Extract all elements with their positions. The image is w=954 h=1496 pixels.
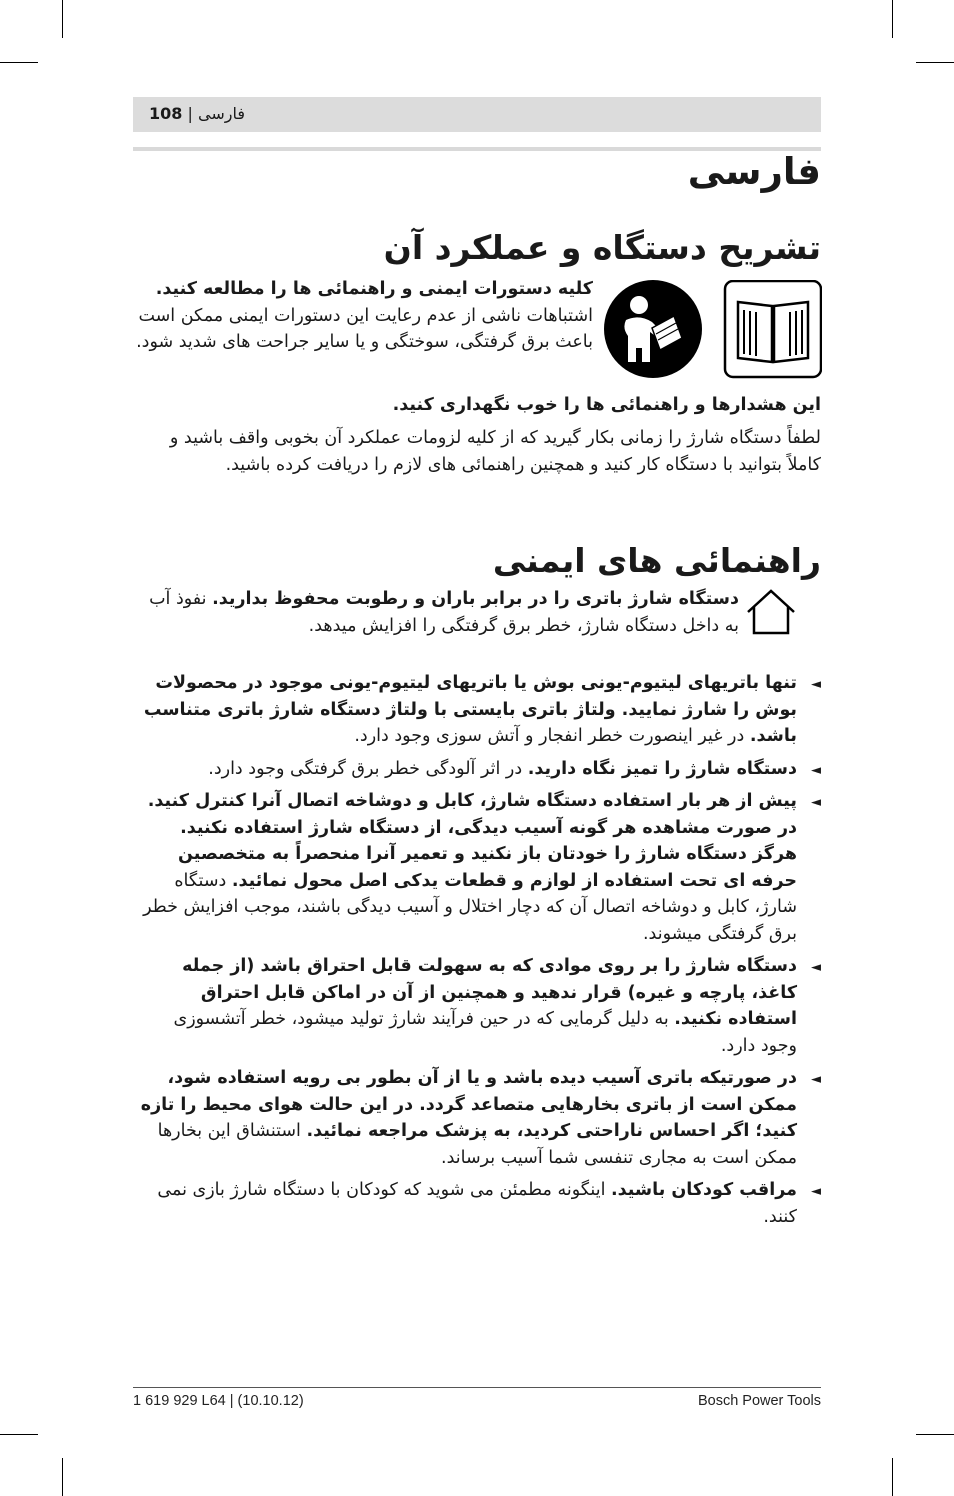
indoor-use-house-icon	[745, 588, 797, 636]
crop-mark	[916, 1434, 954, 1435]
list-item	[133, 670, 821, 750]
bullet-arrow-icon: ◄	[811, 762, 821, 778]
bullet-bold: دستگاه شارژ را تمیز نگاه دارید.	[527, 758, 797, 779]
manual-book-icon	[725, 281, 821, 377]
house-paragraph	[133, 586, 739, 639]
house-text: نفوذ آب به داخل دستگاه شارژ، خطر برق گرفتگی را افزایش میدهد.	[149, 589, 739, 636]
section-heading-safety: راهنمائی های ایمنی	[492, 541, 821, 580]
safety-icons	[604, 280, 822, 384]
bullet-arrow-icon: ◄	[811, 1184, 821, 1199]
bullet-text: به دلیل گرمایی که در حین فرآیند شارژ تولید میشود، خطر آتشسوزی وجود دارد.	[173, 1009, 797, 1056]
page-header	[149, 104, 245, 123]
bullet-text: اینگونه مطمئن می شوید که کودکان با دستگاه شارژ بازی نمی کنند.	[157, 1180, 797, 1227]
crop-mark	[0, 1434, 38, 1435]
safety-bullet-list	[133, 670, 821, 1236]
bullet-text: استنشاق این بخارها ممکن است به مجاری تنفسی شما آسیب برساند.	[157, 1121, 797, 1168]
house-bold: دستگاه شارژ باتری را در برابر باران و رطوبت محفوظ بدارید.	[212, 589, 739, 609]
crop-mark	[892, 1458, 893, 1496]
bullet-bold: پیش از هر بار استفاده دستگاه شارژ، کابل و دوشاخه اتصال آنرا کنترل کنید. در صورت مشاهده هر گونه آسیب دیدگی، از دستگاه شارژ استفاده نکنید. هرگز دستگاه شارژ را خودتان باز نکنید و تعمیر آنرا منحصراً به متخصصین حرفه ای تحت استفاده از لوازم و قطعات یدکی اصل محول نمائید.	[147, 791, 797, 891]
page-title: فارسی	[687, 150, 821, 193]
read-manual-person-icon	[604, 280, 702, 378]
crop-mark	[892, 0, 893, 38]
section-heading-description: تشریح دستگاه و عملکرد آن	[383, 228, 821, 267]
crop-mark	[62, 0, 63, 38]
crop-mark	[916, 62, 954, 63]
bullet-bold: در صورتیکه باتری آسیب دیده باشد و یا از آن بطور بی رویه استفاده شود، ممکن است از باتری بخارهایی متصاعد گردد. در این حالت هوای محیط را تازه کنید؛ اگر احساس ناراحتی کردید، به پزشک مراجعه نمائید.	[140, 1068, 797, 1141]
bullet-bold: مراقب کودکان باشید.	[611, 1180, 797, 1200]
keep-instructions	[133, 392, 821, 419]
usage-paragraph: لطفاً دستگاه شارژ را زمانی بکار گیرید که از کلیه لزومات عملکرد آن بخوبی واقف باشید و کاملاً بتوانید با دستگاه کار کنید و همچنین راهنمائی های لازم را دریافت کرده باشید.	[169, 428, 821, 475]
crop-mark	[0, 62, 38, 63]
header-separator: |	[187, 104, 193, 123]
bullet-text: دستگاه شارژ، کابل و دوشاخه اتصال آن که دچار اختلال و آسیب دیدگی باشند، موجب افزایش خطر برق گرفتگی میشوند.	[143, 870, 797, 944]
list-item	[133, 788, 821, 947]
header-language: فارسی	[197, 104, 245, 123]
bullet-arrow-icon: ◄	[811, 795, 821, 810]
list-item	[133, 1065, 821, 1171]
list-item	[133, 1177, 821, 1230]
page-footer	[133, 1387, 821, 1409]
bullet-text: در غیر اینصورت خطر انفجار و آتش سوزی وجود دارد.	[354, 726, 745, 746]
intro-paragraph	[133, 276, 593, 356]
page-number: 108	[149, 104, 183, 123]
bullet-arrow-icon: ◄	[811, 1072, 821, 1087]
bullet-bold: دستگاه شارژ را بر روی موادی که به سهولت قابل احتراق باشد (از جمله کاغذ، پارچه و غیره) قرار ندهید و همچنین از آن در اماکن قابل احتراق استفاده نکنید.	[182, 956, 797, 1029]
intro-text: اشتباهات ناشی از عدم رعایت این دستورات ایمنی ممکن است باعث برق گرفتگی، سوختگی و یا سایر جراحت های شدید شود.	[136, 305, 593, 352]
bullet-arrow-icon: ◄	[811, 960, 821, 975]
bullet-text: در اثر آلودگی خطر برق گرفتگی وجود دارد.	[208, 758, 523, 779]
list-item	[133, 953, 821, 1059]
bullet-bold: تنها باتریهای لیتیوم-یونی بوش یا باتریهای لیتیوم-یونی موجود در محصولات بوش را شارژ نمایید. ولتاژ باتری بایستی با ولتاژ دستگاه شارژ باتری متناسب باشد.	[143, 673, 797, 746]
intro-bold: کلیه دستورات ایمنی و راهنمائی ها را مطالعه کنید.	[155, 279, 593, 299]
footer-doc-number: 1 619 929 L64 | (10.10.12)	[133, 1393, 304, 1409]
keep-bold: این هشدارها و راهنمائی ها را خوب نگهداری کنید.	[392, 395, 821, 415]
list-item	[133, 756, 821, 783]
page-header-bar	[133, 97, 821, 132]
bullet-arrow-icon: ◄	[811, 677, 821, 692]
crop-mark	[62, 1458, 63, 1496]
footer-brand: Bosch Power Tools	[697, 1393, 821, 1409]
